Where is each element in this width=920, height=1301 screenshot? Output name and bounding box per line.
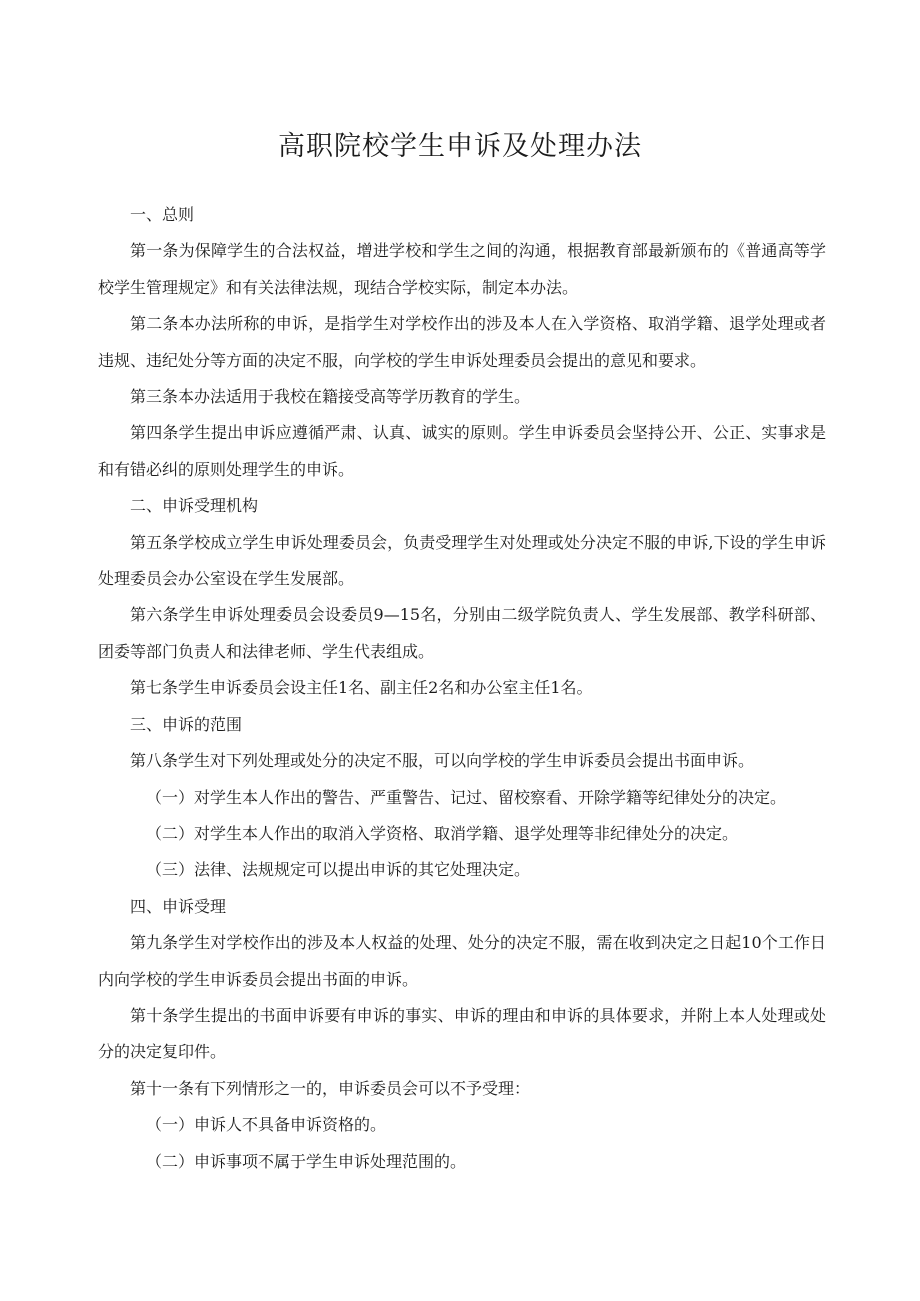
article-paragraph: 第一条为保障学生的合法权益，增进学校和学生之间的沟通，根据教育部最新颁布的《普通高等学校学生管理规定》和有关法律法规，现结合学校实际，制定本办法。: [98, 241, 826, 297]
article-paragraph: 第九条学生对学校作出的涉及本人权益的处理、处分的决定不服，需在收到决定之日起10个工作日内向学校的学生申诉委员会提出书面的申诉。: [98, 933, 826, 989]
section-heading: 四、申诉受理: [130, 896, 227, 916]
document-body: [98, 197, 826, 1180]
list-item: （一）申诉人不具备申诉资格的。: [146, 1115, 387, 1135]
list-item: （二）对学生本人作出的取消入学资格、取消学籍、退学处理等非纪律处分的决定。: [146, 823, 739, 843]
article-paragraph: 第十条学生提出的书面申诉要有申诉的事实、申诉的理由和申诉的具体要求，并附上本人处理或处分的决定复印件。: [98, 1005, 826, 1062]
article-paragraph: 第六条学生申诉处理委员会设委员9—15名，分别由二级学院负责人、学生发展部、教学科研部、团委等部门负责人和法律老师、学生代表组成。: [98, 605, 826, 661]
article-paragraph: 第二条本办法所称的申诉，是指学生对学校作出的涉及本人在入学资格、取消学籍、退学处理或者违规、违纪处分等方面的决定不服，向学校的学生申诉处理委员会提出的意见和要求。: [98, 314, 826, 370]
article-paragraph: 第四条学生提出申诉应遵循严肃、认真、诚实的原则。学生申诉委员会坚持公开、公正、实事求是和有错必纠的原则处理学生的申诉。: [98, 423, 826, 479]
article-paragraph: 第十一条有下列情形之一的，申诉委员会可以不予受理：: [130, 1078, 531, 1098]
document-title: 高职院校学生申诉及处理办法: [278, 131, 642, 163]
list-item: （一）对学生本人作出的警告、严重警告、记过、留校察看、开除学籍等纪律处分的决定。: [146, 787, 787, 807]
article-paragraph: 第五条学校成立学生申诉处理委员会，负责受理学生对处理或处分决定不服的申诉,下设的学生申诉处理委员会办公室设在学生发展部。: [98, 532, 826, 589]
article-paragraph: 第八条学生对下列处理或处分的决定不服，可以向学校的学生申诉委员会提出书面申诉。: [130, 751, 755, 771]
article-paragraph: 第七条学生申诉委员会设主任1名、副主任2名和办公室主任1名。: [130, 678, 593, 698]
section-heading: 二、申诉受理机构: [130, 496, 259, 516]
section-heading: 一、总则: [130, 205, 195, 224]
section-heading: 三、申诉的范围: [130, 714, 243, 734]
article-paragraph: 第三条本办法适用于我校在籍接受高等学历教育的学生。: [130, 387, 531, 407]
list-item: （二）申诉事项不属于学生申诉处理范围的。: [146, 1151, 467, 1171]
list-item: （三）法律、法规规定可以提出申诉的其它处理决定。: [146, 860, 531, 880]
